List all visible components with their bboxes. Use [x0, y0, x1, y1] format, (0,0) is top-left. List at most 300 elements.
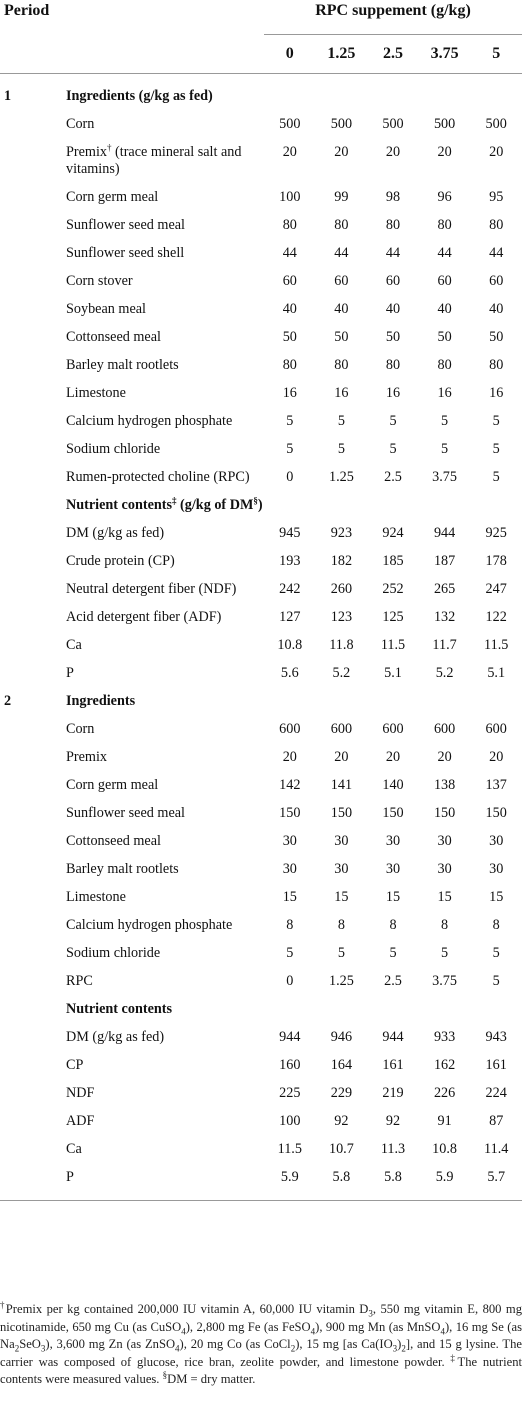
period-cell: [0, 185, 64, 213]
value-cell: 229: [330, 1085, 353, 1101]
value-cell: 164: [330, 1057, 353, 1073]
value-cell: 30: [385, 861, 401, 877]
value-cell: 500: [433, 116, 456, 132]
value-cell: 44: [282, 245, 297, 261]
value-cell: [470, 689, 522, 717]
table-row: [0, 857, 522, 885]
value-cell: 60: [334, 273, 349, 289]
header-blank: [64, 35, 264, 74]
level-header: 0: [264, 35, 316, 74]
level-header: 1.25: [316, 35, 368, 74]
value-cell: 5.8: [367, 1165, 419, 1201]
value-cell: 193: [279, 553, 301, 569]
item-label: Ca: [66, 1141, 82, 1157]
item-label: Sodium chloride: [66, 441, 161, 457]
value-cell: 100: [279, 189, 301, 205]
item-label: RPC: [66, 973, 93, 989]
value-cell: 20: [437, 144, 452, 160]
item-label: Corn stover: [66, 273, 133, 289]
item-label: Corn germ meal: [66, 189, 159, 205]
value-cell: 161: [485, 1057, 507, 1073]
item-label: Corn: [66, 116, 95, 132]
value-cell: 944: [433, 525, 456, 541]
table-footnote: †Premix per kg contained 200,000 IU vitamin A, 60,000 IU vitamin $D_3$, 550 mg vitamin E, 800 mg nicotinamide, 650 mg Cu (as CuSO$_4$), 2,800 mg Fe (as FeSO$_4$), 900 mg Mn (as MnSO$_4$), 16 mg Se (as $Na_2SeO_3$), 3,600 mg Zn (as ZnSO$_4$), 20 mg Co (as CoCl$_2$), 15 mg [as $Ca(IO_3)_2$], and 15 g lysine. The carrier was composed of glucose, rice bran, zeolite powder, and limestone powder. ‡The nutrient contents were measured values. §DM = dry matter.: [0, 1299, 522, 1387]
period-cell: [0, 241, 64, 269]
value-cell: 50: [489, 329, 504, 345]
value-cell: 16: [334, 385, 349, 401]
spacer-row: [0, 74, 522, 85]
item-label: Barley malt rootlets: [66, 861, 179, 877]
value-cell: 20: [489, 144, 504, 160]
period-cell: [0, 437, 64, 465]
section-label: Ingredients (g/kg as fed): [66, 88, 213, 104]
value-cell: 242: [279, 581, 301, 597]
period-cell: [0, 773, 64, 801]
value-cell: 5.8: [316, 1165, 368, 1201]
table-row: [0, 521, 522, 549]
value-cell: 16: [282, 385, 297, 401]
value-cell: 40: [489, 301, 504, 317]
period-cell: [0, 1137, 64, 1165]
period-cell: [0, 661, 64, 689]
item-label: ADF: [66, 1113, 95, 1129]
section-row: [0, 997, 522, 1025]
value-cell: 0: [286, 469, 294, 485]
value-cell: 1.25: [328, 469, 354, 485]
period-cell: [0, 801, 64, 829]
value-cell: 5: [492, 973, 500, 989]
value-cell: 600: [330, 721, 353, 737]
value-cell: 20: [282, 144, 297, 160]
value-cell: 5: [389, 441, 397, 457]
item-label: Barley malt rootlets: [66, 357, 179, 373]
value-cell: 8: [492, 917, 500, 933]
value-cell: 100: [279, 1113, 301, 1129]
period-cell: [0, 941, 64, 969]
value-cell: 11.5: [484, 637, 509, 653]
value-cell: [470, 493, 522, 521]
value-cell: 943: [485, 1029, 507, 1045]
period-cell: [0, 140, 64, 185]
item-label: Sunflower seed meal: [66, 217, 185, 233]
value-cell: 80: [385, 357, 401, 373]
value-cell: 5: [441, 413, 449, 429]
table-row: [0, 297, 522, 325]
value-cell: 247: [485, 581, 507, 597]
period-cell: [0, 577, 64, 605]
table-row: [0, 1053, 522, 1081]
period-cell: [0, 521, 64, 549]
value-cell: 95: [489, 189, 504, 205]
value-cell: 15: [334, 889, 349, 905]
table-row: [0, 829, 522, 857]
value-cell: 8: [389, 917, 397, 933]
value-cell: [264, 84, 316, 112]
value-cell: 50: [437, 329, 452, 345]
period-cell: [0, 1109, 64, 1137]
value-cell: 5: [441, 945, 449, 961]
period-cell: [0, 381, 64, 409]
value-cell: 40: [385, 301, 401, 317]
value-cell: 178: [485, 553, 507, 569]
value-cell: 138: [433, 777, 456, 793]
period-cell: [0, 325, 64, 353]
section-row: [0, 493, 522, 521]
value-cell: [419, 84, 471, 112]
value-cell: 96: [437, 189, 452, 205]
value-cell: 945: [279, 525, 301, 541]
value-cell: 44: [334, 245, 349, 261]
value-cell: 150: [433, 805, 456, 821]
period-cell: [0, 409, 64, 437]
value-cell: [470, 997, 522, 1025]
item-label: Rumen-protected choline (RPC): [66, 469, 250, 485]
item-label: P: [64, 1165, 264, 1201]
header-row-2: [0, 35, 522, 74]
value-cell: 5: [337, 413, 345, 429]
value-cell: 161: [382, 1057, 404, 1073]
value-cell: 5: [492, 469, 500, 485]
header-row-1: [0, 0, 522, 35]
value-cell: 40: [334, 301, 349, 317]
value-cell: 30: [334, 833, 349, 849]
item-label: Soybean meal: [66, 301, 146, 317]
value-cell: 11.8: [329, 637, 354, 653]
section-row: [0, 689, 522, 717]
value-cell: 16: [385, 385, 401, 401]
table-row: [0, 941, 522, 969]
level-header: 2.5: [367, 35, 419, 74]
value-cell: 30: [489, 833, 504, 849]
value-cell: [264, 689, 316, 717]
item-label: Premix† (trace mineral salt and vitamins): [66, 142, 242, 177]
value-cell: 1.25: [328, 973, 354, 989]
item-label: Acid detergent fiber (ADF): [66, 609, 222, 625]
value-cell: 5: [337, 441, 345, 457]
value-cell: 44: [385, 245, 401, 261]
value-cell: 140: [382, 777, 404, 793]
value-cell: 500: [485, 116, 507, 132]
value-cell: 600: [382, 721, 404, 737]
value-cell: 15: [282, 889, 297, 905]
value-cell: 16: [437, 385, 452, 401]
value-cell: 50: [282, 329, 297, 345]
value-cell: 8: [337, 917, 345, 933]
item-label: CP: [66, 1057, 84, 1073]
period-cell: [0, 913, 64, 941]
period-cell: [0, 112, 64, 140]
value-cell: 5: [389, 413, 397, 429]
table-row: [0, 112, 522, 140]
value-cell: [419, 997, 471, 1025]
item-label: Ca: [66, 637, 82, 653]
table-row: [0, 969, 522, 997]
value-cell: 187: [433, 553, 456, 569]
value-cell: 925: [485, 525, 507, 541]
value-cell: 500: [382, 116, 404, 132]
value-cell: [367, 493, 419, 521]
item-label: DM (g/kg as fed): [66, 1029, 165, 1045]
period-cell: [0, 493, 64, 521]
item-label: Calcium hydrogen phosphate: [66, 413, 233, 429]
period-cell: [0, 1165, 64, 1201]
value-cell: 150: [382, 805, 404, 821]
table-row: [0, 773, 522, 801]
period-cell: 2: [4, 693, 12, 709]
value-cell: 265: [433, 581, 456, 597]
value-cell: 125: [382, 609, 404, 625]
period-cell: [0, 297, 64, 325]
header-blank: [64, 0, 264, 35]
level-header: 3.75: [419, 35, 471, 74]
item-label: Corn: [66, 721, 95, 737]
value-cell: 224: [485, 1085, 507, 1101]
table-row: [0, 353, 522, 381]
value-cell: 8: [286, 917, 294, 933]
value-cell: 946: [330, 1029, 353, 1045]
value-cell: 87: [489, 1113, 504, 1129]
table-row: [0, 633, 522, 661]
table-row: [0, 885, 522, 913]
value-cell: 30: [385, 833, 401, 849]
value-cell: 98: [385, 189, 401, 205]
section-label: Nutrient contents‡ (g/kg of DM§): [66, 495, 263, 513]
value-cell: 600: [485, 721, 507, 737]
period-cell: [0, 465, 64, 493]
period-cell: [0, 549, 64, 577]
item-label: Cottonseed meal: [66, 329, 161, 345]
value-cell: 0: [286, 973, 294, 989]
value-cell: 80: [282, 217, 297, 233]
value-cell: 20: [489, 749, 504, 765]
period-cell: [0, 269, 64, 297]
value-cell: 50: [385, 329, 401, 345]
value-cell: 30: [437, 833, 452, 849]
value-cell: [316, 997, 368, 1025]
value-cell: 30: [282, 861, 297, 877]
value-cell: 11.4: [484, 1141, 509, 1157]
value-cell: 150: [330, 805, 353, 821]
value-cell: 80: [385, 217, 401, 233]
period-cell: [0, 213, 64, 241]
value-cell: 80: [437, 217, 452, 233]
period-cell: [0, 633, 64, 661]
section-label: Ingredients: [66, 693, 136, 709]
value-cell: 30: [282, 833, 297, 849]
value-cell: 500: [330, 116, 353, 132]
value-cell: 11.3: [380, 1141, 406, 1157]
table-row: [0, 577, 522, 605]
table-row: [0, 717, 522, 745]
value-cell: 5.1: [384, 665, 402, 681]
period-cell: [0, 353, 64, 381]
table-row: [0, 213, 522, 241]
period-cell: [0, 605, 64, 633]
table-row: [0, 913, 522, 941]
value-cell: 11.5: [380, 637, 406, 653]
period-cell: 1: [4, 88, 12, 104]
period-cell: [0, 857, 64, 885]
value-cell: 11.7: [432, 637, 457, 653]
value-cell: 20: [385, 749, 401, 765]
value-cell: 5.2: [435, 665, 454, 681]
value-cell: 20: [334, 144, 349, 160]
value-cell: 30: [437, 861, 452, 877]
value-cell: [419, 689, 471, 717]
section-row: [0, 84, 522, 112]
value-cell: 20: [437, 749, 452, 765]
table-row: [0, 1165, 522, 1201]
value-cell: 15: [489, 889, 504, 905]
value-cell: 923: [330, 525, 353, 541]
table-row: [0, 801, 522, 829]
value-cell: 80: [334, 217, 349, 233]
value-cell: 500: [279, 116, 301, 132]
table-row: [0, 549, 522, 577]
value-cell: 122: [485, 609, 507, 625]
value-cell: [316, 84, 368, 112]
table-row: [0, 1025, 522, 1053]
table-row: [0, 185, 522, 213]
value-cell: 15: [385, 889, 401, 905]
value-cell: 5: [286, 441, 294, 457]
value-cell: 3.75: [432, 973, 457, 989]
value-cell: 924: [382, 525, 404, 541]
value-cell: 944: [382, 1029, 404, 1045]
value-cell: 185: [382, 553, 404, 569]
value-cell: 600: [433, 721, 456, 737]
value-cell: 226: [433, 1085, 456, 1101]
value-cell: 5.6: [280, 665, 299, 681]
value-cell: 80: [489, 357, 504, 373]
table-body: [0, 74, 522, 1201]
table-row: [0, 241, 522, 269]
table-row: [0, 1109, 522, 1137]
item-label: Corn germ meal: [66, 777, 159, 793]
value-cell: 142: [279, 777, 301, 793]
value-cell: [264, 997, 316, 1025]
value-cell: 260: [330, 581, 353, 597]
value-cell: 5: [492, 441, 500, 457]
item-label: Limestone: [66, 385, 126, 401]
value-cell: [316, 689, 368, 717]
value-cell: 16: [489, 385, 504, 401]
value-cell: 5: [286, 945, 294, 961]
value-cell: 80: [437, 357, 452, 373]
value-cell: 219: [382, 1085, 404, 1101]
item-label: Sodium chloride: [66, 945, 161, 961]
value-cell: 141: [330, 777, 353, 793]
value-cell: 8: [441, 917, 449, 933]
period-cell: [0, 1025, 64, 1053]
table-row: [0, 381, 522, 409]
item-label: Sunflower seed meal: [66, 805, 185, 821]
table-row: [0, 409, 522, 437]
value-cell: 60: [437, 273, 452, 289]
value-cell: 600: [279, 721, 301, 737]
value-cell: 5.9: [264, 1165, 316, 1201]
value-cell: 5.1: [487, 665, 506, 681]
period-cell: [0, 829, 64, 857]
period-cell: [0, 885, 64, 913]
period-cell: [0, 745, 64, 773]
value-cell: 162: [433, 1057, 456, 1073]
value-cell: 2.5: [384, 469, 402, 485]
value-cell: 44: [489, 245, 504, 261]
table-row: [0, 465, 522, 493]
value-cell: 5: [389, 945, 397, 961]
value-cell: 160: [279, 1057, 301, 1073]
header-blank: [0, 35, 64, 74]
value-cell: 10.8: [432, 1141, 457, 1157]
item-label: DM (g/kg as fed): [66, 525, 165, 541]
value-cell: 933: [433, 1029, 456, 1045]
value-cell: 132: [433, 609, 456, 625]
value-cell: 150: [279, 805, 301, 821]
table-row: [0, 1137, 522, 1165]
section-label: Nutrient contents: [66, 1001, 172, 1017]
item-label: NDF: [66, 1085, 95, 1101]
period-cell: [0, 717, 64, 745]
value-cell: [367, 84, 419, 112]
table-row: [0, 661, 522, 689]
value-cell: 5: [492, 945, 500, 961]
value-cell: 91: [437, 1113, 452, 1129]
value-cell: 44: [437, 245, 452, 261]
value-cell: 5.2: [332, 665, 351, 681]
value-cell: 30: [334, 861, 349, 877]
value-cell: [419, 493, 471, 521]
value-cell: 60: [489, 273, 504, 289]
item-label: Cottonseed meal: [66, 833, 161, 849]
value-cell: 10.8: [277, 637, 303, 653]
value-cell: 123: [330, 609, 353, 625]
value-cell: 10.7: [328, 1141, 354, 1157]
level-header: 5: [470, 35, 522, 74]
item-label: Neutral detergent fiber (NDF): [66, 581, 237, 597]
item-label: Premix: [66, 749, 107, 765]
value-cell: 50: [334, 329, 349, 345]
period-cell: [0, 997, 64, 1025]
table-row: [0, 745, 522, 773]
table-row: [0, 140, 522, 185]
table-row: [0, 325, 522, 353]
value-cell: 92: [385, 1113, 401, 1129]
item-label: P: [66, 665, 74, 681]
value-cell: 99: [334, 189, 349, 205]
value-cell: 5: [492, 413, 500, 429]
value-cell: [316, 493, 368, 521]
value-cell: [367, 689, 419, 717]
value-cell: 11.5: [277, 1141, 302, 1157]
value-cell: 2.5: [384, 973, 402, 989]
value-cell: 127: [279, 609, 301, 625]
item-label: Crude protein (CP): [66, 553, 175, 569]
value-cell: 15: [437, 889, 452, 905]
table-row: [0, 1081, 522, 1109]
item-label: Sunflower seed shell: [66, 245, 185, 261]
value-cell: 20: [282, 749, 297, 765]
value-cell: 60: [282, 273, 297, 289]
value-cell: [264, 493, 316, 521]
value-cell: 5: [286, 413, 294, 429]
value-cell: 92: [334, 1113, 349, 1129]
table-row: [0, 605, 522, 633]
value-cell: 20: [385, 144, 401, 160]
rpc-group-header: RPC suppement (g/kg): [315, 2, 471, 19]
value-cell: 225: [279, 1085, 301, 1101]
value-cell: 80: [489, 217, 504, 233]
